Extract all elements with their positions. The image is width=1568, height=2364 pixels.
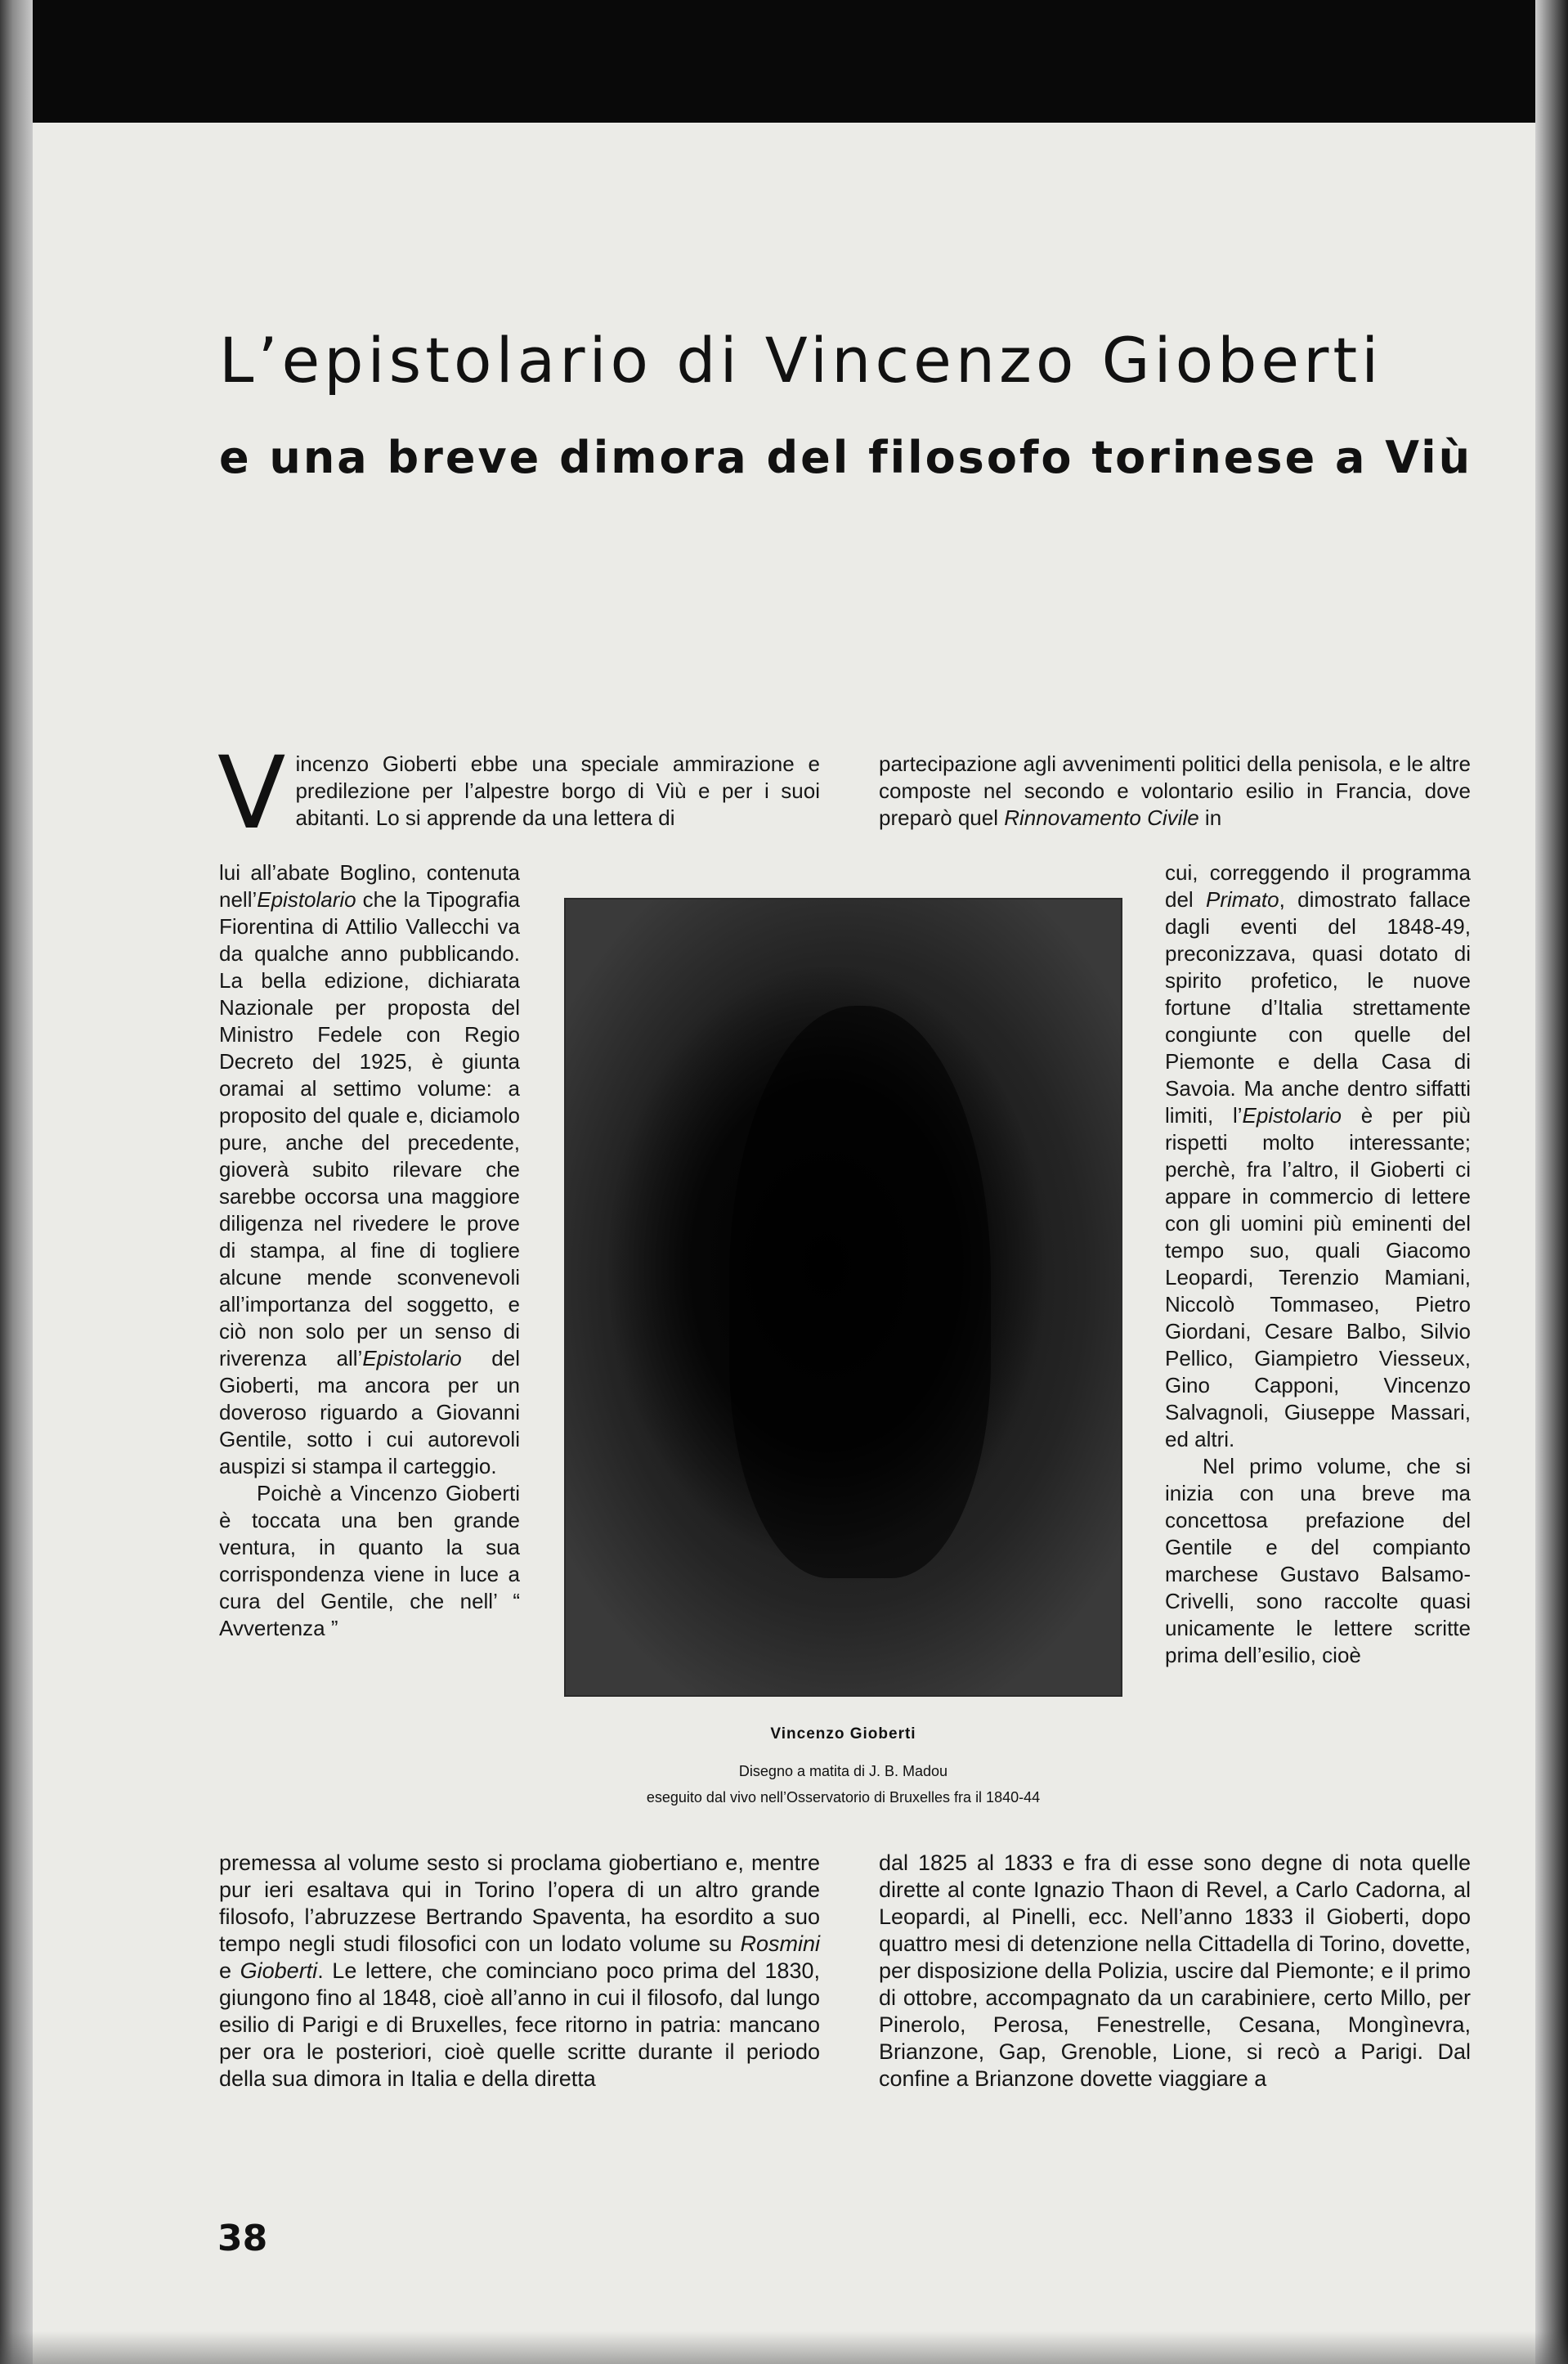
left-paragraph-2: Poichè a Vincenzo Gioberti è toccata una ben grande ventura, in quanto la sua corrispondenza viene in luce a cura del Gentile, che nell’ “ Avvertenza ”: [219, 1481, 520, 1640]
text-span: del Gioberti, ma ancora per un doveroso riguardo a Giovanni Gentile, sotto i cui autorevoli auspizi si stampa il carteggio.: [219, 1346, 520, 1478]
scan-right-edge: [1535, 0, 1568, 2364]
italic-title: Epistolario: [362, 1346, 462, 1370]
right-column-narrow: [1165, 859, 1471, 1846]
left-paragraph-1: [219, 859, 520, 1480]
left-column-narrow: [219, 859, 520, 1846]
caption-name: Vincenzo Gioberti: [770, 1725, 916, 1743]
italic-title: Epistolario: [1242, 1103, 1342, 1128]
scan-left-edge: [0, 0, 33, 2364]
italic-title: Epistolario: [257, 887, 356, 912]
text-span: e: [219, 1958, 240, 1983]
right-bottom-text: dal 1825 al 1833 e fra di esse sono degne di nota quelle dirette al conte Ignazio Thaon di Revel, a Carlo Cadorna, al Leopardi, al Pinelli, ecc. Nell’anno 1833 il Gioberti, dopo quattro mesi di detenzione nella Cittadella di Torino, dovette, per disposizione della Polizia, uscire dal Piemonte; e il primo di ottobre, accompagnato da un carabiniere, certo Millo, per Pinerolo, Perosa, Fenestrelle, Cesana, Mongìnevra, Brianzone, Gap, Grenoble, Lione, si recò a Parigi. Dal confine a Brianzone dovette viaggiare a: [879, 1850, 1471, 2091]
right-paragraph-1: [1165, 859, 1471, 1453]
caption-line-2: eseguito dal vivo nell’Osservatorio di Bruxelles fra il 1840-44: [646, 1789, 1041, 1806]
drop-cap: V: [217, 735, 286, 851]
portrait-image: [564, 898, 1122, 1697]
scan-bottom-shadow: [0, 2331, 1568, 2364]
page-number: 38: [217, 2218, 268, 2259]
left-column-bottom: [219, 1850, 820, 2093]
text-span: , dimostrato fallace dagli eventi del 1848-49, preconizzava, quasi dotato di spirito profetico, le nuove fortune d’Italia strettamente congiunte con quelle del Piemonte e della Casa di Savoia. Ma anche dentro siffatti limiti, l’: [1165, 887, 1471, 1128]
text-span: cui, correggendo il programma del: [1165, 860, 1471, 912]
italic-title: Primato: [1206, 887, 1279, 912]
right-paragraph-2: Nel primo volume, che si inizia con una breve ma concettosa prefazione del Gentile e del compianto marchese Gustavo Balsamo-Crivelli, sono raccolte quasi unicamente le lettere scritte prima dell’esilio, cioè: [1165, 1454, 1471, 1667]
right-column-bottom: [879, 1850, 1471, 2093]
italic-title: Rinnovamento Civile: [1004, 805, 1199, 830]
text-span: lui all’abate Boglino, contenuta nell’: [219, 860, 520, 912]
text-span: in: [1198, 805, 1222, 830]
portrait-figure: [729, 1006, 991, 1578]
text-span: è per più rispetti molto interessante; perchè, fra l’altro, il Gioberti ci appare in commercio di lettere con gli uomini più eminenti del tempo suo, quali Giacomo Leopardi, Terenzio Mamiani, Niccolò Tommaseo, Pietro Giordani, Cesare Balbo, Silvio Pellico, Giampietro Viesseux, Gino Capponi, Vincenzo Salvagnoli, Giuseppe Massari, ed altri.: [1165, 1103, 1471, 1451]
text-span: che la Tipografia Fiorentina di Attilio Vallecchi va da qualche anno pubblicando. La bella edizione, dichiarata Nazionale per proposta del Ministro Fedele con Regio Decreto del 1925, è giunta oramai al settimo volume: a proposito del quale e, diciamolo pure, anche del precedente, gioverà subito rilevare che sarebbe occorsa una maggiore diligenza nel rivedere le prove di stampa, al fine di togliere alcune mende sconvenevoli all’importanza del soggetto, e ciò non solo per un senso di riverenza all’: [219, 887, 520, 1370]
article-subtitle: e una breve dimora del filosofo torinese a Viù: [219, 432, 1473, 483]
text-span: premessa al volume sesto si proclama giobertiano e, mentre pur ieri esaltava qui in Torino l’opera di un altro grande filosofo, l’abruzzese Bertrando Spaventa, ha esordito a suo tempo negli studi filosofici con un lodato volume su: [219, 1850, 820, 1956]
text-span: partecipazione agli avvenimenti politici della penisola, e le altre composte nel secondo e volontario esilio in Francia, dove preparò quel: [879, 751, 1471, 830]
italic-title: Gioberti: [240, 1958, 318, 1983]
left-top-text: incenzo Gioberti ebbe una speciale ammirazione e predilezione per l’alpestre borgo di Viù e per i suoi abitanti. Lo si apprende da una lettera di: [295, 751, 820, 830]
article-title: L’epistolario di Vincenzo Gioberti: [219, 324, 1383, 397]
caption-line-1: Disegno a matita di J. B. Madou: [738, 1763, 948, 1779]
left-column-top: [217, 735, 820, 851]
italic-title: Rosmini: [740, 1931, 820, 1956]
text-span: . Le lettere, che cominciano poco prima del 1830, giungono fino al 1848, cioè all’anno in cui il filosofo, dal lungo esilio di Parigi e di Bruxelles, fece ritorno in patria: mancano per ora le posteriori, cioè quelle scritte durante il periodo della sua dimora in Italia e della diretta: [219, 1958, 820, 2091]
right-column-top: [879, 751, 1471, 832]
